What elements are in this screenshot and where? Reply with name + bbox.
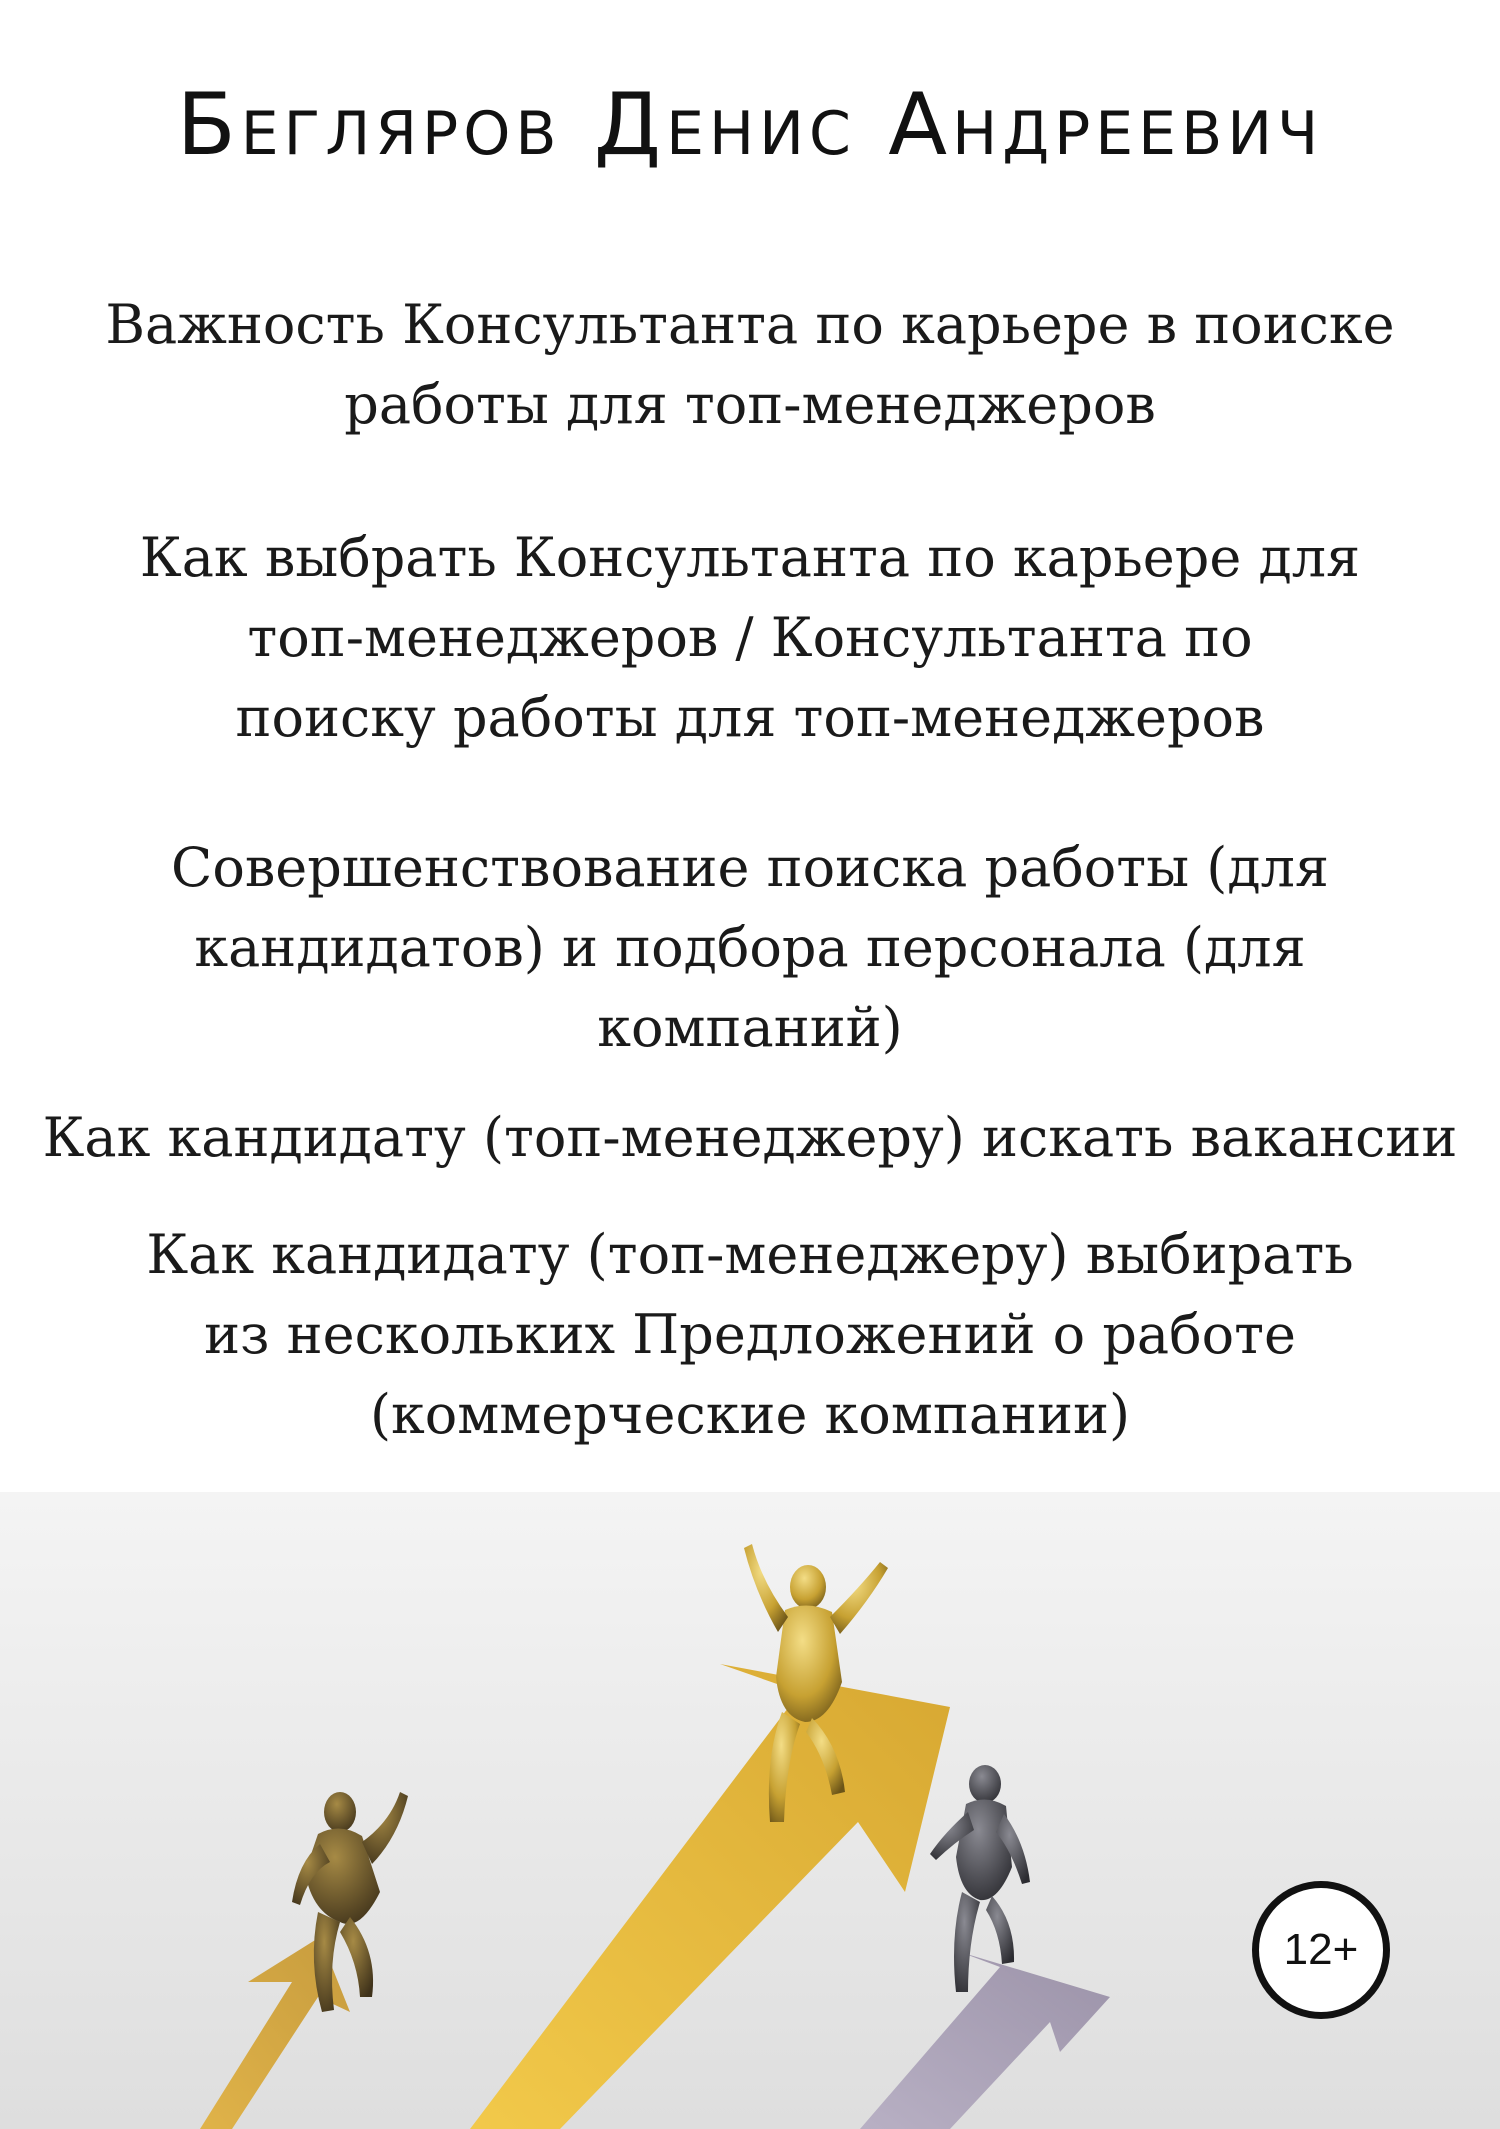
age-rating-badge: 12+: [1252, 1881, 1390, 2019]
title-2: Как выбрать Консультанта по карьере для топ-менеджеров / Консультанта по поиску работы для топ-менеджеров: [139, 526, 1361, 749]
title-5: Как кандидату (топ-менеджеру) выбирать из нескольких Предложений о работе (коммерческие компании): [146, 1223, 1354, 1446]
title-4: Как кандидату (топ-менеджеру) искать вакансии: [42, 1106, 1458, 1169]
title-1: Важность Консультанта по карьере в поиске работы для топ-менеджеров: [105, 293, 1395, 436]
author-name: Бегляров Денис Андреевич: [176, 75, 1324, 175]
title-3: Совершенствование поиска работы (для кандидатов) и подбора персонала (для компаний): [171, 836, 1329, 1059]
runners-illustration: [0, 1492, 1500, 2129]
